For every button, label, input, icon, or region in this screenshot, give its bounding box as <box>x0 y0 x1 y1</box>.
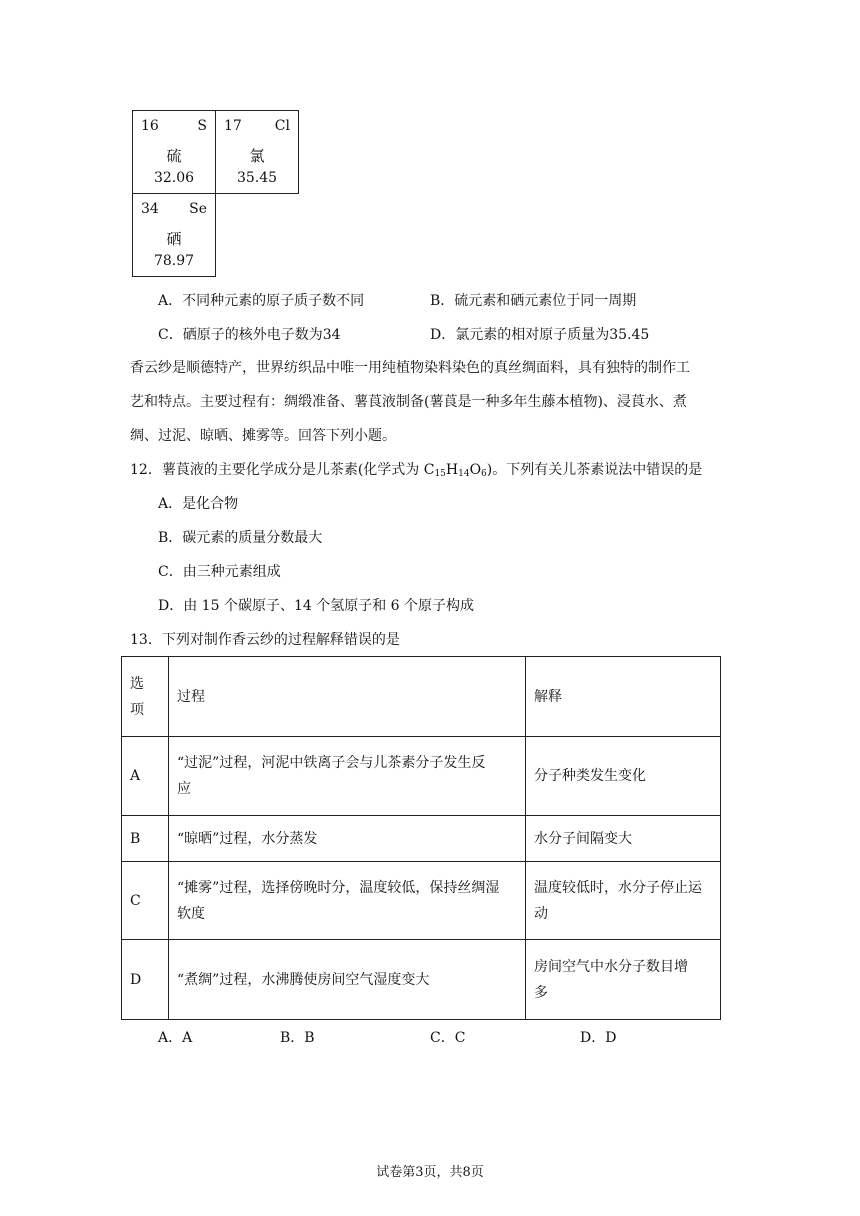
q13-answer-b: B．B <box>280 1030 315 1046</box>
q11-option-c: C．硒原子的核外电子数为34 <box>158 327 341 343</box>
element-name: 硒 <box>166 230 182 248</box>
atomic-mass: 32.06 <box>153 170 195 186</box>
formula-subscript: 15 <box>434 469 446 479</box>
q13-stem: 13．下列对制作香云纱的过程解释错误的是 <box>130 632 400 648</box>
q13-answer-c: C．C <box>430 1030 466 1046</box>
row-option: B <box>122 816 169 862</box>
row-process: “摊雾”过程，选择傍晚时分，温度较低，保持丝绸湿 软度 <box>169 862 526 940</box>
row-option: D <box>122 940 169 1020</box>
header-explanation: 解释 <box>526 657 721 737</box>
table-header-row <box>122 657 721 737</box>
element-name: 氯 <box>249 147 265 165</box>
q12-option-c: C．由三种元素组成 <box>158 564 281 580</box>
table-row <box>122 737 721 816</box>
q12-option-d: D．由 15 个碳原子、14 个氢原子和 6 个原子构成 <box>158 598 475 614</box>
page-footer: 试卷第3页，共8页 <box>376 1165 484 1180</box>
periodic-table-excerpt <box>132 110 300 278</box>
element-cell-se <box>132 193 216 277</box>
atomic-mass: 35.45 <box>236 170 278 186</box>
q12-option-a: A．是化合物 <box>158 496 239 512</box>
table-row <box>122 862 721 940</box>
q11-option-a: A．不同种元素的原子质子数不同 <box>158 293 365 309</box>
q11-option-b: B．硫元素和硒元素位于同一周期 <box>430 293 637 309</box>
header-option: 选 项 <box>122 657 169 737</box>
formula-element: H <box>445 462 459 478</box>
atomic-number: 34 <box>141 201 159 217</box>
atomic-number: 16 <box>141 118 159 134</box>
q12-stem-text: 12．薯莨液的主要化学成分是儿茶素(化学式为 C <box>130 462 435 478</box>
row-process: “晾晒”过程，水分蒸发 <box>169 816 526 862</box>
q13-answer-a: A．A <box>158 1030 193 1046</box>
q12-option-b: B．碳元素的质量分数最大 <box>158 530 323 546</box>
row-explanation: 房间空气中水分子数目增 多 <box>526 940 721 1020</box>
formula-subscript: 6 <box>481 469 487 479</box>
element-name: 硫 <box>166 147 182 165</box>
table-row <box>122 940 721 1020</box>
atomic-number: 17 <box>224 118 242 134</box>
row-explanation: 分子种类发生变化 <box>526 737 721 816</box>
q12-stem <box>130 460 702 484</box>
q13-table <box>121 656 721 1020</box>
q13-answer-d: D．D <box>580 1030 617 1046</box>
q12-stem-text: )。下列有关儿茶素说法中错误的是 <box>486 462 703 478</box>
intro-line-2: 艺和特点。主要过程有：绸缎准备、薯莨液制备(薯莨是一种多年生藤本植物)、浸莨水、煮 <box>130 394 687 410</box>
q11-option-d: D．氯元素的相对原子质量为35.45 <box>430 327 650 343</box>
formula-subscript: 14 <box>458 469 470 479</box>
intro-line-1: 香云纱是顺德特产，世界纺织品中唯一用纯植物染料染色的真丝绸面料，具有独特的制作工 <box>130 360 690 376</box>
element-symbol: S <box>197 118 207 134</box>
element-symbol: Cl <box>274 118 290 134</box>
row-option: C <box>122 862 169 940</box>
element-symbol: Se <box>189 201 207 217</box>
row-option: A <box>122 737 169 816</box>
intro-line-3: 绸、过泥、晾晒、摊雾等。回答下列小题。 <box>130 428 396 444</box>
formula-element: O <box>469 462 482 478</box>
row-process: “过泥”过程，河泥中铁离子会与儿茶素分子发生反 应 <box>169 737 526 816</box>
element-cell-cl <box>215 110 299 194</box>
table-row <box>122 816 721 862</box>
row-explanation: 温度较低时，水分子停止运 动 <box>526 862 721 940</box>
header-process: 过程 <box>169 657 526 737</box>
row-explanation: 水分子间隔变大 <box>526 816 721 862</box>
atomic-mass: 78.97 <box>153 253 195 269</box>
element-cell-s <box>132 110 216 194</box>
row-process: “煮绸”过程，水沸腾使房间空气湿度变大 <box>169 940 526 1020</box>
